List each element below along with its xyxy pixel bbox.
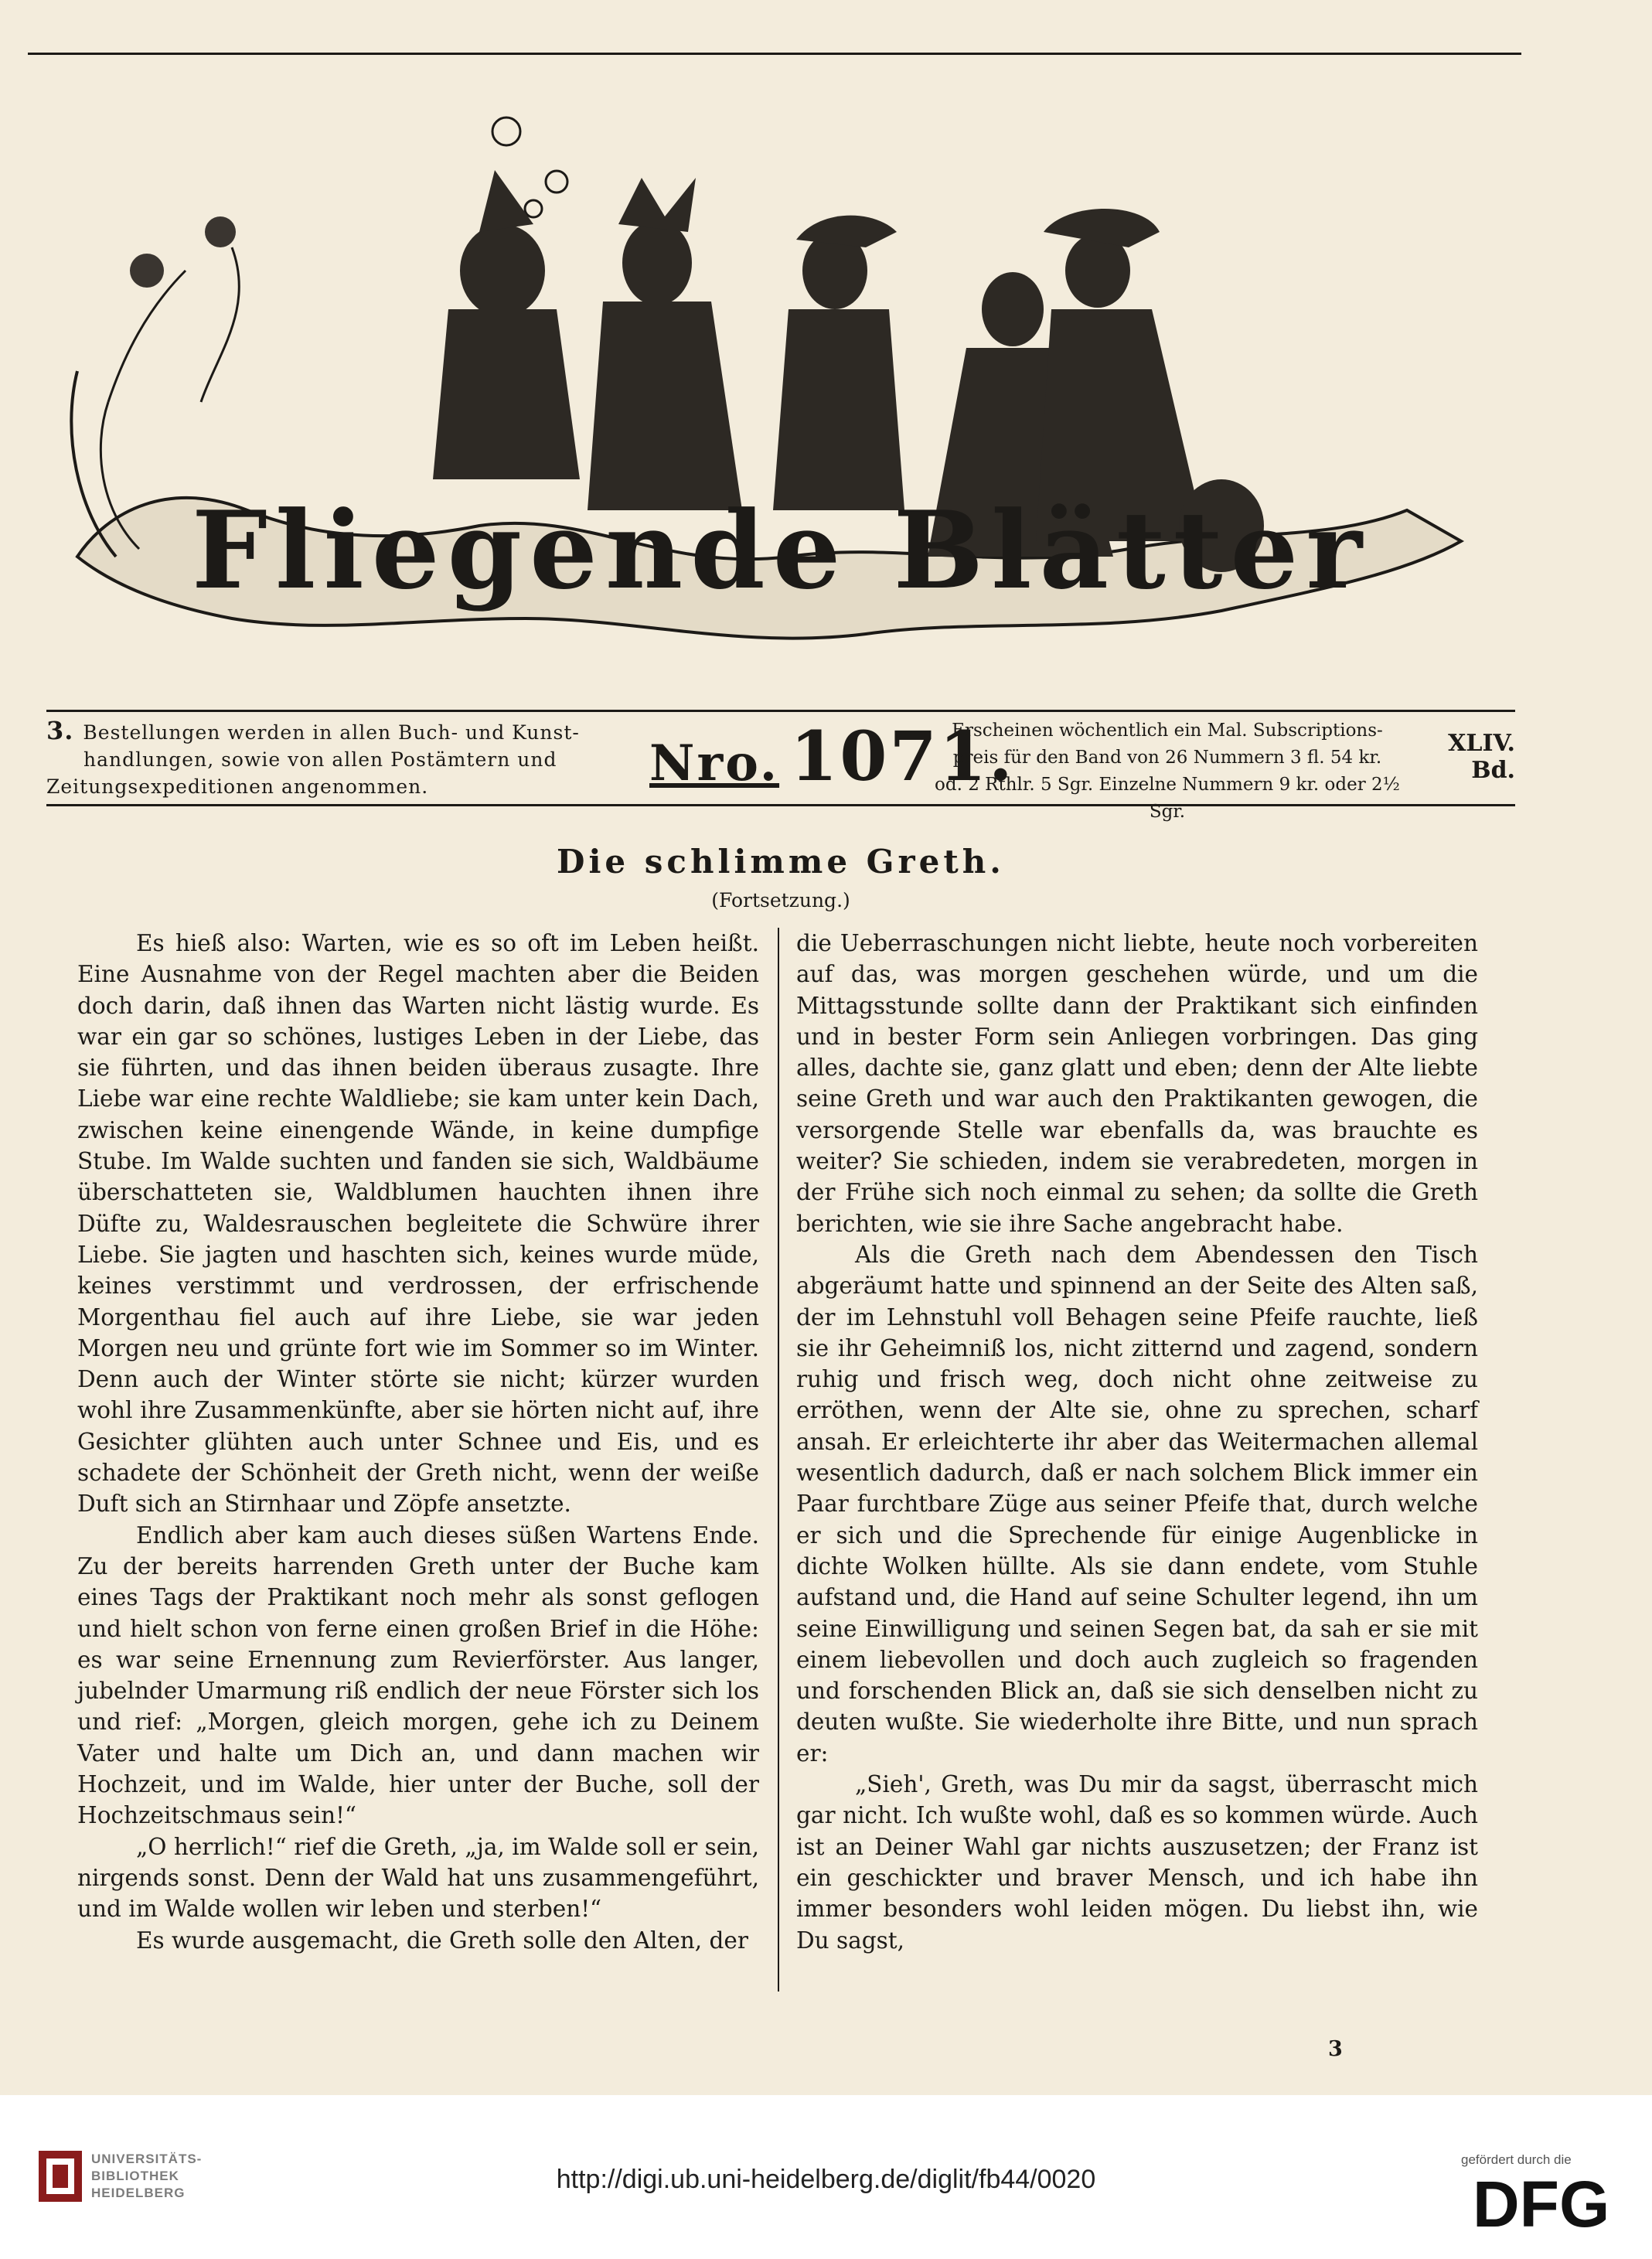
ordering-line: handlungen, sowie von allen Postämtern und: [83, 748, 557, 771]
dfg-logo-text: DFG: [1473, 2174, 1610, 2231]
masthead-illustration: [46, 77, 1515, 680]
info-rule-top: [46, 710, 1515, 712]
ordering-info: [46, 717, 649, 800]
funding-caption: gefördert durch die: [1461, 2152, 1572, 2167]
article-title: Die schlimme Greth.: [557, 843, 1005, 881]
paragraph: Es hieß also: Warten, wie es so oft im Leben heißt. Eine Ausnahme von der Regel machten aber die Beiden doch darin, daß ihnen das Warten nicht lästig wurde. Es war ein gar so schönes, lustiges Leben in der Liebe, das sie führten, und das ihnen beiden überaus zusagte. Ihre Liebe war eine rechte Waldliebe; sie kam unter kein Dach, zwischen keine einengende Wände, in keine dumpfige Stube. Im Walde suchten und fanden sie sich, Waldbäume überschatteten sie, Waldblumen hauchten ihnen ihre Düfte zu, Waldesrauschen begleitete die Schwüre ihrer Liebe. Sie jagten und haschten sich, keines wurde müde, keines verstimmt und verdrossen, der erfrischende Morgenthau fiel auch auf ihre Liebe, sie war jeden Morgen neu und grünte fort wie im Sommer so im Winter. Denn auch der Winter störte sie nicht; kürzer wurden wohl ihre Zusammenkünfte, aber sie hörten nicht auf, ihre Gesichter glühten auch unter Schnee und Eis, und es schadete der Schönheit der Greth nicht, wenn der weiße Duft sich an Stirnhaar und Zöpfe ansetzte.: [77, 930, 759, 1518]
paragraph: Es wurde ausgemacht, die Greth solle den Alten, der: [136, 1927, 748, 1954]
paragraph: Als die Greth nach dem Abendessen den Tisch abgeräumt hatte und spinnend an der Seite des Alten saß, der im Lehnstuhl voll Behagen seine Pfeife rauchte, ließ sie ihr Geheimniß los, nicht zitternd und zagend, sondern ruhig und frisch weg, doch nicht ohne zeitweise zu erröthen, wenn der Alte sie, ohne zu sprechen, scharf ansah. Er erleichterte ihr aber das Weitermachen allemal wesentlich dadurch, daß er nach solchem Blick immer ein Paar furchtbare Züge aus seiner Pfeife that, durch welche er sich und die Sprechende für einige Augenblicke in dichte Wolken hüllte. Als sie dann endete, vom Stuhle aufstand und, die Hand auf seine Schulter legend, ihn um seine Einwilligung und seinen Segen bat, da sah er sie mit einem liebevollen und doch auch zugleich so fragenden und forschenden Blick an, daß sie sich denselben nicht zu deuten wußte. Sie wiederholte ihre Bitte, und nun sprach er:: [796, 1241, 1478, 1767]
ordering-line: Zeitungsexpeditionen angenommen.: [46, 775, 429, 798]
masthead-title: Fliegende Blätter: [191, 487, 1371, 613]
paragraph: die Ueberraschungen nicht liebte, heute noch vorbereiten auf das, was morgen geschehen würde, und um die Mittagsstunde sollte dann der Praktikant sich einfinden und in bester Form sein Anliegen vorbringen. Das ging alles, dachte sie, ganz glatt und eben; denn der Alte liebte seine Greth und war auch den Praktikanten gewogen, die versorgende Stelle war ebenfalls da, was brauchte es weiter? Sie schieden, indem sie verabredeten, morgen in der Frühe sich noch einmal zu sehen; da sollte die Greth berichten, wie sie ihre Sache angebracht habe.: [796, 930, 1478, 1237]
subscription-line: od. 2 Rthlr. 5 Sgr. Einzelne Nummern 9 kr. oder 2½ Sgr.: [935, 775, 1400, 822]
issue-number: Nro. 1071.: [649, 716, 1015, 796]
subscription-info: [928, 717, 1407, 826]
page-number: 3: [1328, 2037, 1343, 2061]
dfg-logo-icon: [1473, 2174, 1627, 2235]
volume-label: XLIV. Bd.: [1448, 730, 1515, 784]
paragraph: „Sieh', Greth, was Du mir da sagst, überrascht mich gar nicht. Ich wußte wohl, daß es so kommen würde. Auch ist an Deiner Wahl gar nichts auszusetzen; der Franz ist ein geschickter und braver Mensch, und ich habe ihn immer besonders wohl leiden mögen. Du liebst ihn, wie Du sagst,: [796, 1771, 1478, 1954]
ordering-line: 3. Bestellungen werden in allen Buch- und Kunst-: [46, 716, 580, 745]
column-divider: [778, 928, 779, 1992]
subscription-line: preis für den Band von 26 Nummern 3 fl. 54 kr.: [952, 748, 1382, 768]
source-url-link[interactable]: http://digi.ub.uni-heidelberg.de/diglit/fb44/0020: [556, 2165, 1096, 2194]
section-number: 3.: [46, 716, 74, 745]
paragraph: Endlich aber kam auch dieses süßen Wartens Ende. Zu der bereits harrenden Greth unter der Buche kam eines Tags der Praktikant noch mehr als sonst geflogen und hielt schon von ferne einen großen Brief in die Höhe: es war seine Ernennung zum Revierförster. Aus langer, jubelnder Umarmung riß endlich der neue Förster sich los und rief: „Morgen, gleich morgen, gehe ich zu Deinem Vater und halte um Dich an, und dann machen wir Hochzeit, und im Walde, hier unter der Buche, soll der Hochzeitschmaus sein!“: [77, 1521, 759, 1829]
article-subtitle: (Fortsetzung.): [711, 889, 850, 911]
paragraph: „O herrlich!“ rief die Greth, „ja, im Walde soll er sein, nirgends sonst. Denn der Wald hat uns zusammengeführt, und im Walde wollen wir leben und sterben!“: [77, 1833, 759, 1923]
info-rule-bottom: [46, 804, 1515, 806]
text-column-left: [77, 928, 759, 1956]
top-frame-rule: [28, 53, 1521, 55]
digitization-footer: [0, 2095, 1652, 2259]
text-column-right: [796, 928, 1478, 1956]
issue-prefix: Nro.: [649, 734, 780, 792]
subscription-line: Erscheinen wöchentlich ein Mal. Subscriptions-: [952, 721, 1383, 741]
info-bar: [46, 713, 1515, 822]
masthead: [46, 77, 1515, 680]
university-library-name: UNIVERSITÄTS- BIBLIOTHEK HEIDELBERG: [91, 2152, 203, 2200]
